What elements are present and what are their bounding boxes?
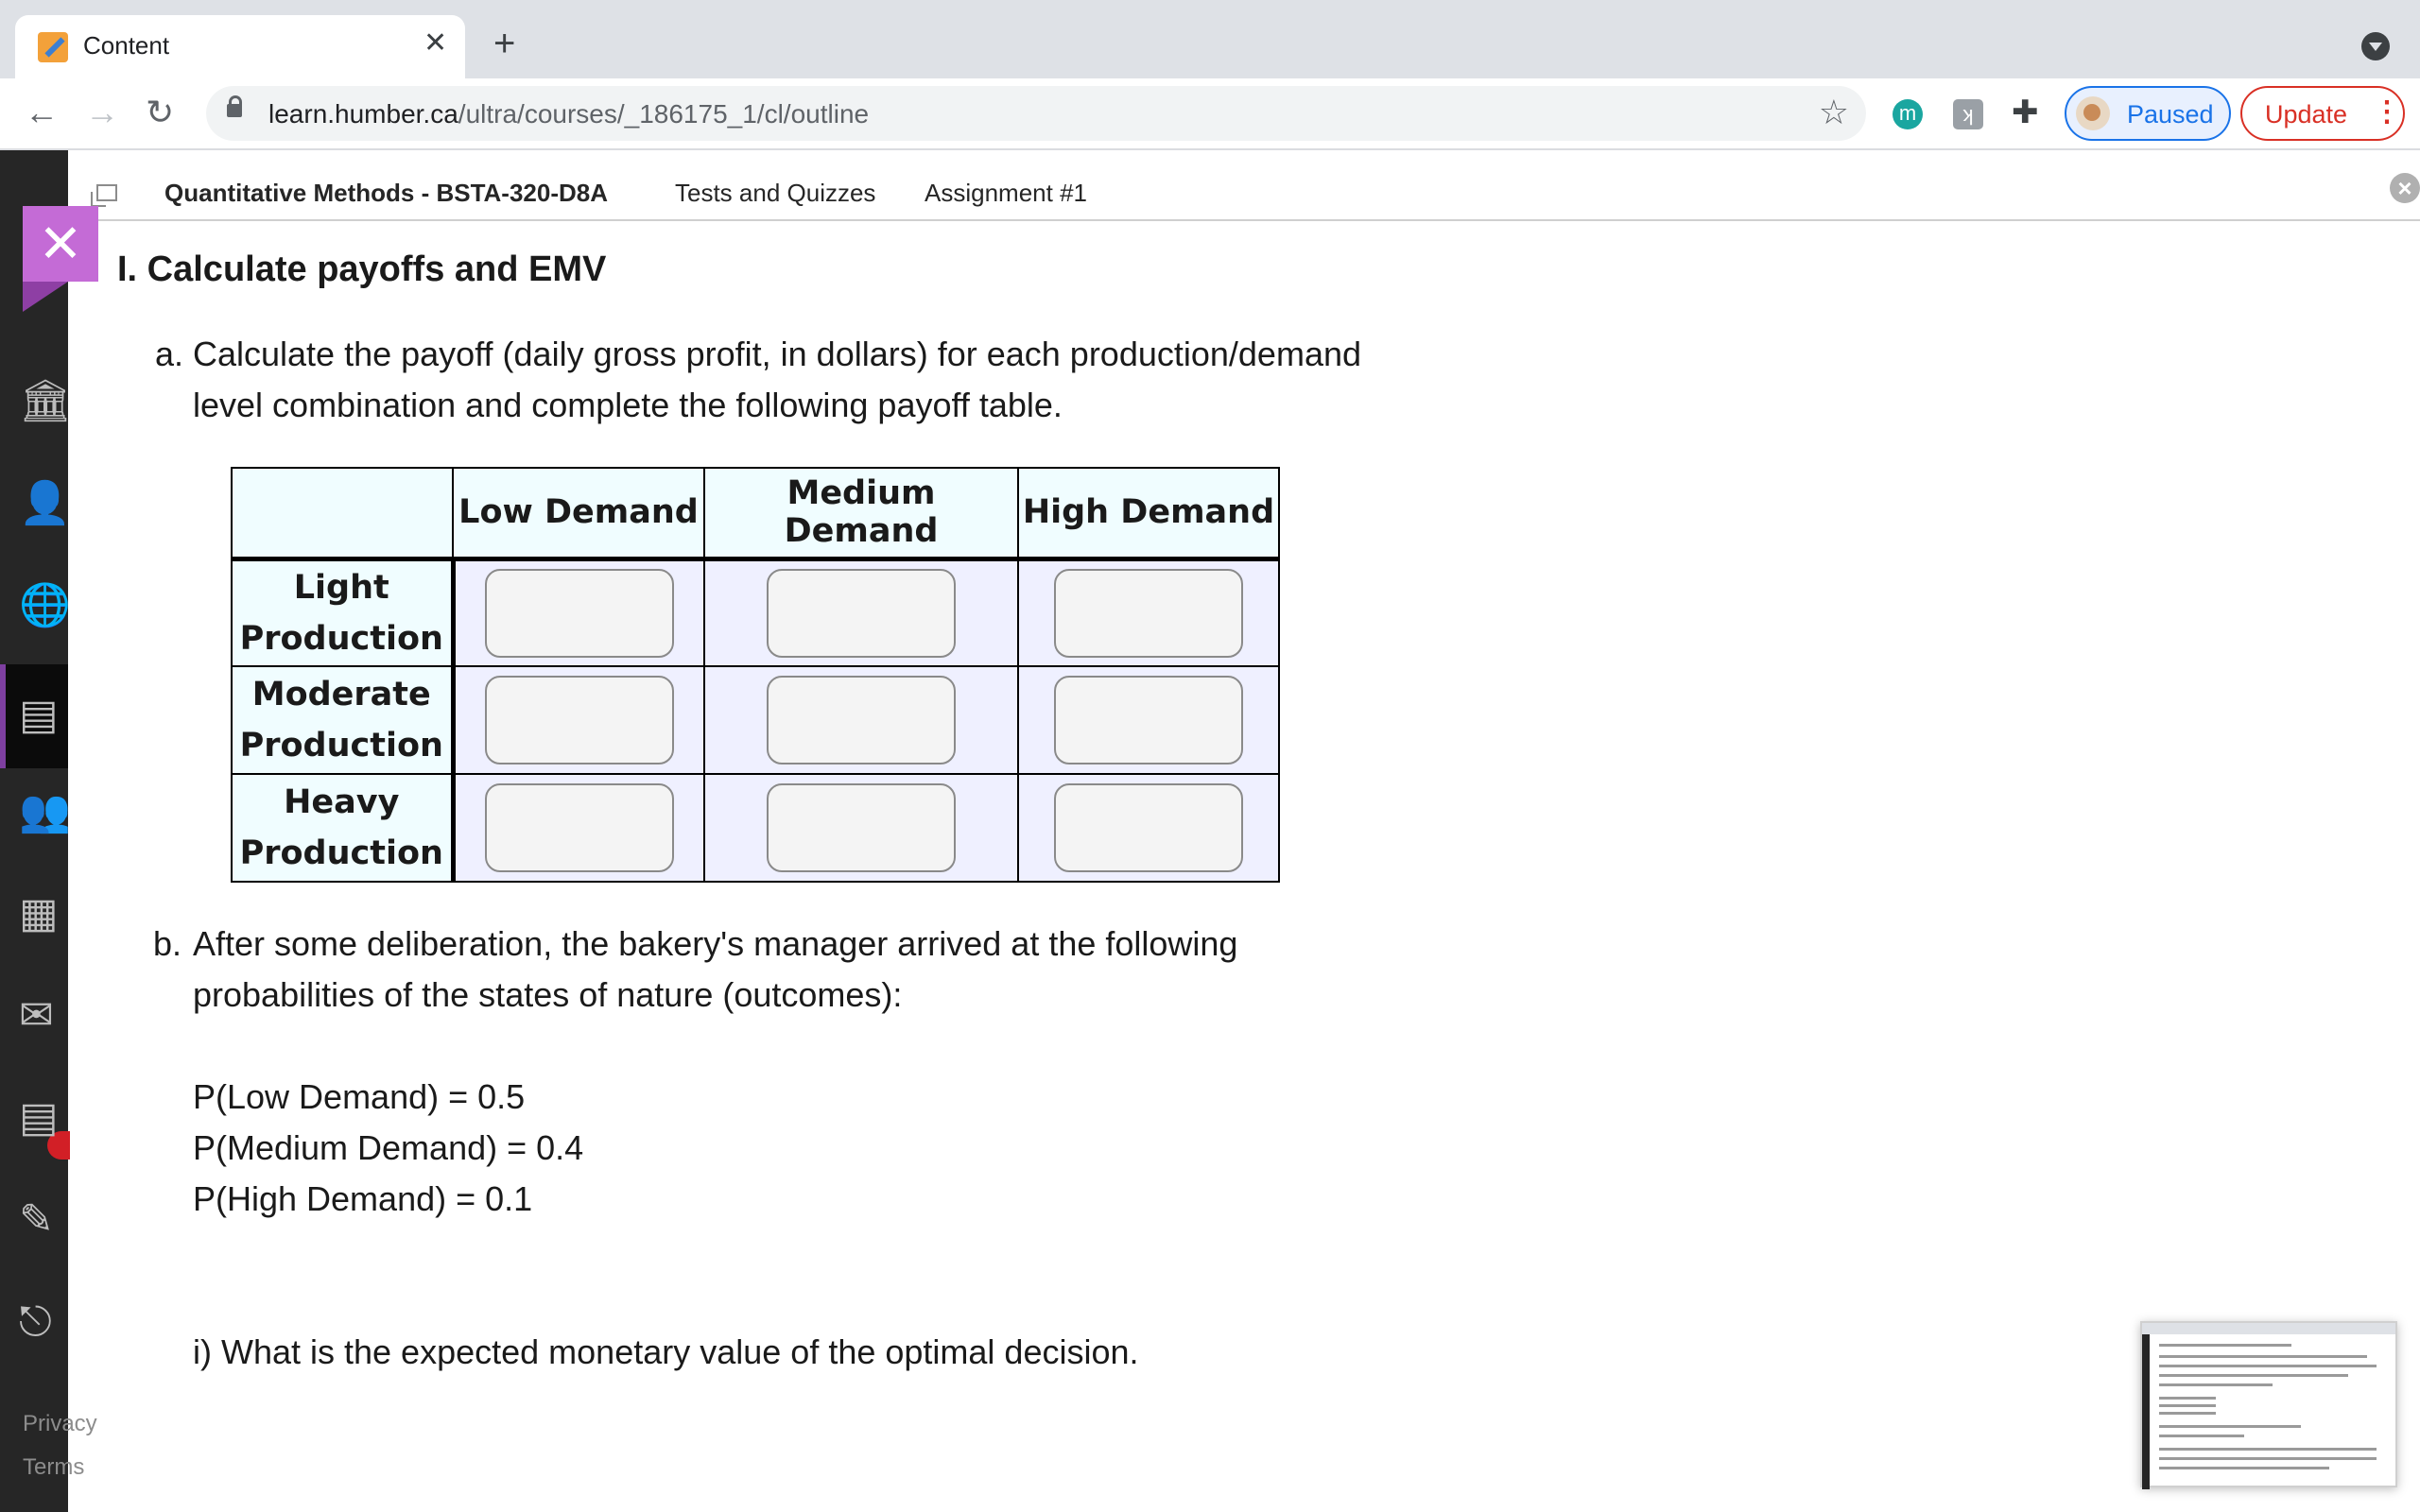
thumbnail-line	[2159, 1425, 2301, 1428]
thumbnail-line	[2159, 1435, 2244, 1437]
table-cell	[704, 774, 1018, 882]
thumbnail-tabbar	[2142, 1323, 2395, 1334]
browser-tab-bar	[0, 0, 2420, 78]
row-header-line2: Production	[239, 727, 443, 765]
table-cell	[704, 666, 1018, 774]
table-cell	[1018, 666, 1279, 774]
answer-input[interactable]	[1054, 569, 1243, 658]
tools-icon[interactable]: ✎	[19, 1196, 54, 1243]
lock-icon	[227, 104, 242, 117]
address-bar[interactable]	[206, 86, 1866, 141]
new-tab-button[interactable]: +	[493, 23, 516, 64]
content-panel-header	[68, 150, 2420, 221]
table-cell	[1018, 558, 1279, 666]
answer-input[interactable]	[485, 676, 674, 765]
row-header-line1: Light	[293, 568, 389, 607]
back-arrow-icon[interactable]: ←	[25, 93, 59, 131]
privacy-link[interactable]: Privacy	[23, 1411, 97, 1436]
table-cell	[704, 558, 1018, 666]
extension-k-icon[interactable]: ʞ	[1953, 99, 1983, 129]
forward-arrow-icon[interactable]: →	[85, 93, 119, 131]
reload-icon[interactable]: ↻	[146, 93, 175, 131]
messages-icon[interactable]: ✉	[19, 992, 54, 1039]
screenshot-thumbnail[interactable]	[2140, 1321, 2397, 1487]
grades-icon[interactable]: ▤	[19, 1094, 59, 1141]
thumbnail-line	[2159, 1355, 2367, 1358]
breadcrumb-assignment[interactable]: Assignment #1	[925, 179, 1087, 207]
extensions-puzzle-icon[interactable]: ✚	[2012, 94, 2039, 130]
courses-icon[interactable]: ▤	[19, 692, 59, 738]
sign-out-icon[interactable]: ⎋	[19, 1298, 52, 1345]
kebab-menu-icon: ⋮	[2373, 96, 2401, 128]
answer-input[interactable]	[485, 569, 674, 658]
part-a-line-1: Calculate the payoff (daily gross profit, in dollars) for each production/demand	[193, 335, 1362, 373]
thumbnail-line	[2159, 1404, 2216, 1407]
calendar-icon[interactable]: ▦	[19, 890, 59, 936]
tab-search-icon[interactable]	[2361, 32, 2390, 60]
row-header-line1: Moderate	[251, 676, 431, 713]
column-header: Medium Demand	[704, 468, 1018, 558]
answer-input[interactable]	[1054, 676, 1243, 765]
extension-m-icon[interactable]: m	[1893, 99, 1923, 129]
answer-input[interactable]	[767, 569, 956, 658]
part-b-line-1: After some deliberation, the bakery's manager arrived at the following	[193, 924, 1238, 963]
thumbnail-sidebar	[2142, 1334, 2150, 1489]
table-cell	[1018, 774, 1279, 882]
thumbnail-line	[2159, 1374, 2348, 1377]
thumbnail-line	[2159, 1467, 2329, 1469]
pencil-favicon-icon	[38, 32, 68, 62]
paused-label: Paused	[2127, 100, 2214, 129]
terms-link[interactable]: Terms	[23, 1454, 85, 1480]
avatar	[2076, 96, 2110, 130]
row-header-line2: Production	[239, 619, 443, 658]
table-cell	[453, 558, 704, 666]
window-icon	[96, 184, 117, 201]
thumbnail-line	[2159, 1457, 2377, 1460]
tab-title: Content	[83, 31, 170, 60]
row-header-line1: Heavy	[284, 783, 400, 821]
row-header-line2: Production	[239, 834, 443, 872]
probability-low: P(Low Demand) = 0.5	[193, 1077, 526, 1116]
table-row	[232, 558, 1279, 666]
answer-input[interactable]	[767, 676, 956, 765]
globe-icon[interactable]: 🌐	[19, 582, 71, 628]
thumbnail-line	[2159, 1412, 2216, 1415]
table-corner-cell	[232, 468, 453, 558]
row-header	[232, 666, 453, 774]
url-text	[268, 99, 869, 129]
table-header-row	[232, 468, 1279, 558]
update-label: Update	[2265, 100, 2348, 129]
breadcrumb-course[interactable]: Quantitative Methods - BSTA-320-D8A	[164, 179, 609, 207]
browser-toolbar	[0, 78, 2420, 150]
part-b-marker: b.	[153, 924, 182, 963]
profile-icon[interactable]: 👤	[19, 480, 71, 526]
left-navigation	[0, 150, 97, 1512]
thumbnail-line	[2159, 1383, 2273, 1386]
part-a-marker: a.	[155, 335, 184, 373]
url-host: learn.humber.ca	[268, 99, 458, 129]
answer-input[interactable]	[1054, 783, 1243, 872]
close-button-tail	[23, 282, 68, 312]
thumbnail-line	[2159, 1448, 2377, 1451]
table-row	[232, 774, 1279, 882]
breadcrumb-tests[interactable]: Tests and Quizzes	[675, 179, 876, 207]
table-row	[232, 666, 1279, 774]
table-cell	[453, 774, 704, 882]
thumbnail-line	[2159, 1365, 2377, 1367]
institution-icon[interactable]: 🏛	[19, 378, 72, 424]
probability-high: P(High Demand) = 0.1	[193, 1179, 533, 1218]
answer-input[interactable]	[767, 783, 956, 872]
thumbnail-line	[2159, 1344, 2291, 1347]
url-path: /ultra/courses/_186175_1/cl/outline	[458, 99, 870, 129]
profile-paused-button[interactable]	[2065, 86, 2231, 141]
tab-close-icon[interactable]: ✕	[424, 27, 448, 59]
section-title: I. Calculate payoffs and EMV	[117, 249, 607, 289]
payoff-table	[231, 467, 1280, 883]
column-header: Low Demand	[453, 468, 704, 558]
question-i: i) What is the expected monetary value of the optimal decision.	[193, 1332, 1139, 1371]
column-header: High Demand	[1018, 468, 1279, 558]
part-b-line-2: probabilities of the states of nature (outcomes):	[193, 975, 903, 1014]
thumbnail-line	[2159, 1397, 2216, 1400]
row-header	[232, 774, 453, 882]
update-button[interactable]	[2240, 86, 2405, 141]
panel-close-icon[interactable]: ×	[2390, 173, 2420, 203]
answer-input[interactable]	[485, 783, 674, 872]
browser-tab[interactable]	[15, 15, 465, 79]
close-panel-button[interactable]: ✕	[23, 206, 98, 282]
organizations-icon[interactable]: 👥	[19, 788, 71, 834]
bookmark-star-icon[interactable]: ☆	[1818, 93, 1849, 131]
row-header	[232, 558, 453, 666]
part-a-line-2: level combination and complete the following payoff table.	[193, 386, 1063, 424]
table-cell	[453, 666, 704, 774]
probability-medium: P(Medium Demand) = 0.4	[193, 1128, 584, 1167]
